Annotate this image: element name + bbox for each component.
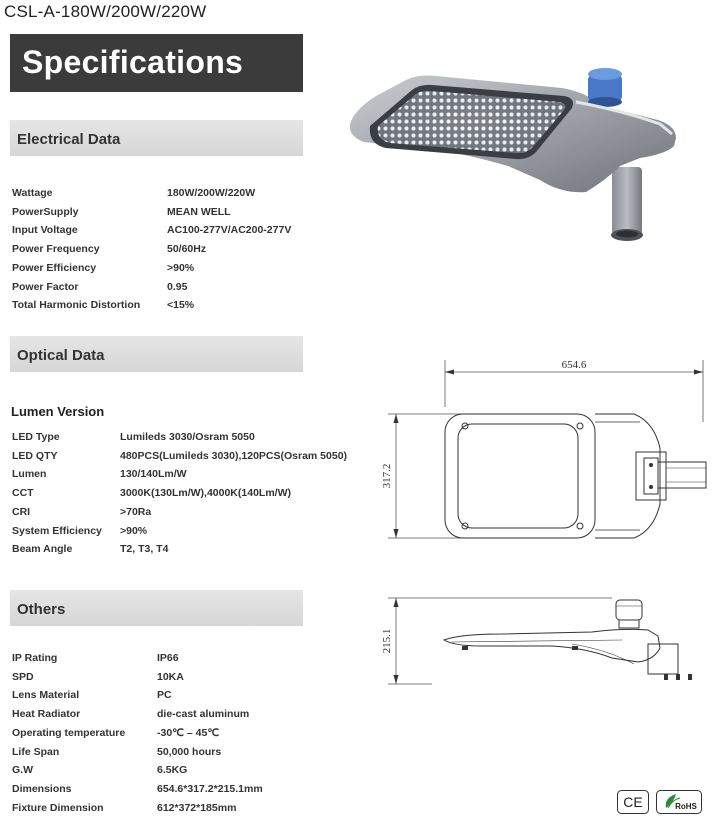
- electrical-spec-value: 180W/200W/220W: [167, 187, 256, 199]
- others-spec-value: IP66: [157, 652, 179, 664]
- electrical-spec-value: 0.95: [167, 280, 188, 293]
- others-spec-value: die-cast aluminum: [157, 708, 250, 721]
- width-dimension: 317.2: [381, 463, 393, 489]
- electrical-spec-value: <15%: [167, 299, 195, 312]
- others-spec-value: 6.5KG: [157, 764, 188, 777]
- others-spec-value: 612*372*185mm: [157, 801, 237, 814]
- optical-spec-label: CRI: [12, 505, 31, 518]
- electrical-spec-value: 50/60Hz: [167, 243, 207, 256]
- side-view-drawing: [372, 584, 713, 694]
- others-spec-label: G.W: [12, 764, 33, 777]
- optical-spec-label: LED Type: [12, 431, 60, 443]
- electrical-spec-label: Total Harmonic Distortion: [12, 299, 141, 312]
- optical-spec-value: 3000K(130Lm/W),4000K(140Lm/W): [120, 487, 291, 500]
- model-title: CSL-A-180W/200W/220W: [4, 2, 207, 21]
- others-spec-value: 50,000 hours: [157, 745, 222, 758]
- others-spec-value: 10KA: [157, 670, 184, 683]
- others-spec-value: 654.6*317.2*215.1mm: [157, 782, 263, 795]
- others-spec-label: Heat Radiator: [12, 708, 81, 721]
- others-section-title: Others: [17, 601, 66, 618]
- optical-spec-value: 130/140Lm/W: [120, 468, 187, 481]
- others-spec-label: Fixture Dimension: [12, 801, 104, 814]
- lumen-version-heading: Lumen Version: [11, 404, 105, 419]
- others-spec-label: Lens Material: [12, 689, 80, 702]
- optical-spec-value: 480PCS(Lumileds 3030),120PCS(Osram 5050): [120, 449, 348, 462]
- product-photo: [340, 62, 690, 252]
- others-spec-label: IP Rating: [12, 652, 58, 664]
- specifications-title: Specifications: [22, 44, 244, 80]
- others-spec-value: PC: [157, 689, 172, 702]
- optical-spec-label: System Efficiency: [12, 524, 102, 537]
- others-spec-value: -30℃ – 45℃: [157, 726, 220, 739]
- optical-spec-label: CCT: [12, 487, 34, 500]
- electrical-spec-label: Wattage: [12, 187, 53, 199]
- others-spec-label: Life Span: [12, 745, 60, 758]
- optical-spec-value: >70Ra: [120, 505, 152, 518]
- others-spec-label: SPD: [12, 670, 34, 683]
- others-spec-label: Dimensions: [12, 782, 72, 795]
- optical-spec-label: Lumen: [12, 468, 47, 481]
- top-view-drawing: [372, 352, 713, 562]
- electrical-spec-label: Power Frequency: [12, 243, 100, 256]
- electrical-spec-value: >90%: [167, 261, 195, 274]
- electrical-spec-label: Power Factor: [12, 280, 79, 293]
- rohs-mark-icon: [656, 790, 702, 814]
- rohs-label: RoHS: [675, 802, 697, 811]
- length-dimension: 654.6: [561, 359, 587, 371]
- electrical-section-title: Electrical Data: [17, 131, 121, 148]
- electrical-spec-value: MEAN WELL: [167, 205, 231, 218]
- optical-spec-value: T2, T3, T4: [120, 543, 169, 556]
- optical-section-title: Optical Data: [17, 347, 105, 364]
- optical-spec-value: Lumileds 3030/Osram 5050: [120, 431, 255, 443]
- electrical-spec-label: PowerSupply: [12, 205, 79, 218]
- electrical-spec-label: Power Efficiency: [12, 261, 97, 274]
- optical-spec-label: Beam Angle: [12, 543, 73, 556]
- electrical-spec-label: Input Voltage: [12, 224, 78, 237]
- others-spec-label: Operating temperature: [12, 726, 126, 739]
- ce-mark-icon: [617, 790, 649, 814]
- optical-spec-label: LED QTY: [12, 449, 58, 462]
- electrical-spec-value: AC100-277V/AC200-277V: [167, 224, 292, 237]
- ce-label: CE: [623, 794, 643, 810]
- optical-spec-value: >90%: [120, 524, 148, 537]
- height-dimension: 215.1: [381, 628, 393, 654]
